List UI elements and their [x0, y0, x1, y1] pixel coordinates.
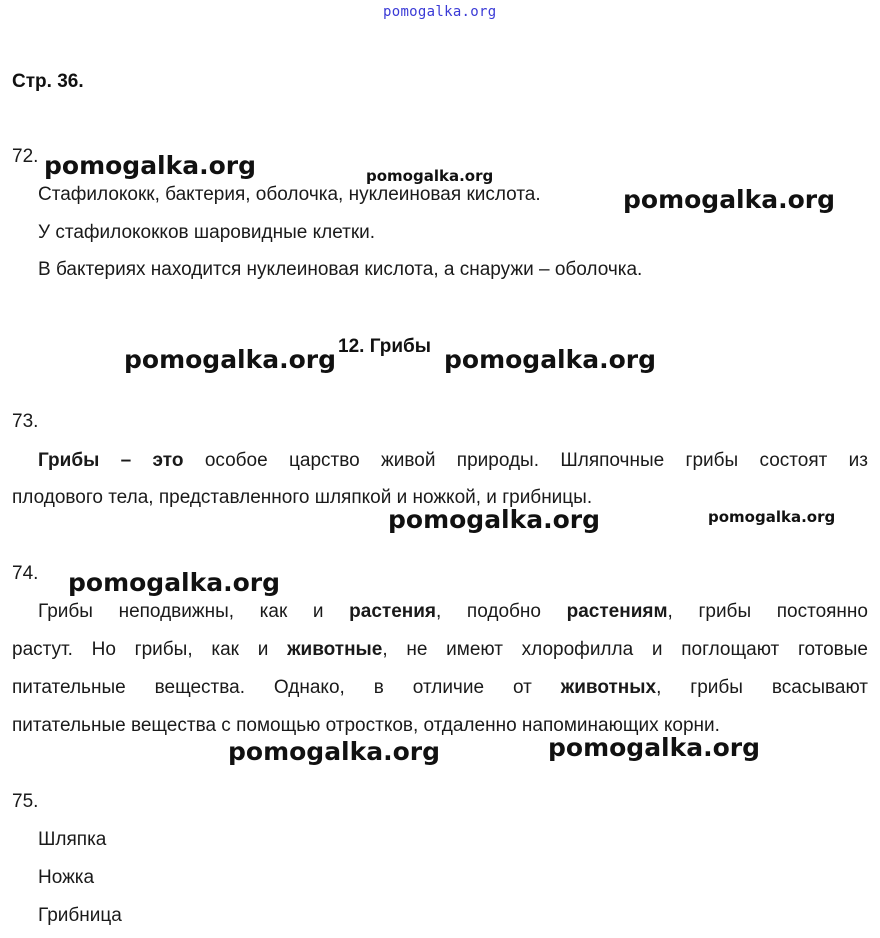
watermark: pomogalka.org [124, 345, 337, 374]
question-74-line-4: питательные вещества с помощью отростков, отдаленно напоминающих корни. [12, 715, 720, 736]
question-72-line: Стафилококк, бактерия, оболочка, нуклеиновая кислота. [38, 184, 541, 205]
watermark: pomogalka.org [68, 568, 281, 597]
text-span: питательные вещества. Однако, в отличие от [12, 677, 532, 698]
page-heading: Стр. 36. [12, 71, 84, 92]
text-span: , грибы постоянно [667, 601, 868, 622]
question-74-line-2 [12, 639, 868, 661]
watermark: pomogalka.org [708, 508, 836, 526]
question-73-line-1 [12, 450, 868, 472]
question-72-number: 72. [12, 146, 39, 167]
question-74-line-1 [12, 601, 868, 623]
question-72-line: У стафилококков шаровидные клетки. [38, 222, 376, 243]
bold-term: растениям [566, 601, 668, 622]
question-73-line-2: плодового тела, представленного шляпкой и ножкой, и грибницы. [12, 487, 593, 508]
question-75-number: 75. [12, 791, 39, 812]
question-73-text: особое царство живой природы. Шляпочные грибы состоят из [204, 450, 869, 471]
watermark: pomogalka.org [44, 151, 257, 180]
bold-term: животные [287, 639, 383, 660]
question-73-term: Грибы – это [38, 450, 184, 471]
watermark: pomogalka.org [366, 167, 494, 185]
text-span: растут. Но грибы, как и [12, 639, 269, 660]
question-74-line-3 [12, 677, 868, 699]
text-span: , грибы всасывают [656, 677, 868, 698]
text-span: , подобно [436, 601, 541, 622]
text-span: Грибы неподвижны, как и [38, 601, 324, 622]
watermark: pomogalka.org [228, 737, 441, 766]
list-item: Шляпка [38, 829, 107, 850]
watermark: pomogalka.org [444, 345, 657, 374]
section-title: 12. Грибы [338, 336, 431, 357]
list-item: Грибница [38, 905, 122, 926]
watermark: pomogalka.org [388, 505, 601, 534]
question-73-number: 73. [12, 411, 39, 432]
watermark-top: pomogalka.org [383, 4, 497, 20]
list-item: Ножка [38, 867, 95, 888]
text-span: , не имеют хлорофилла и поглощают готовые [382, 639, 868, 660]
question-74-number: 74. [12, 563, 39, 584]
watermark: pomogalka.org [623, 185, 836, 214]
watermark: pomogalka.org [548, 733, 761, 762]
question-72-line: В бактериях находится нуклеиновая кислота, а снаружи – оболочка. [38, 259, 643, 280]
bold-term: животных [560, 677, 657, 698]
bold-term: растения [349, 601, 437, 622]
